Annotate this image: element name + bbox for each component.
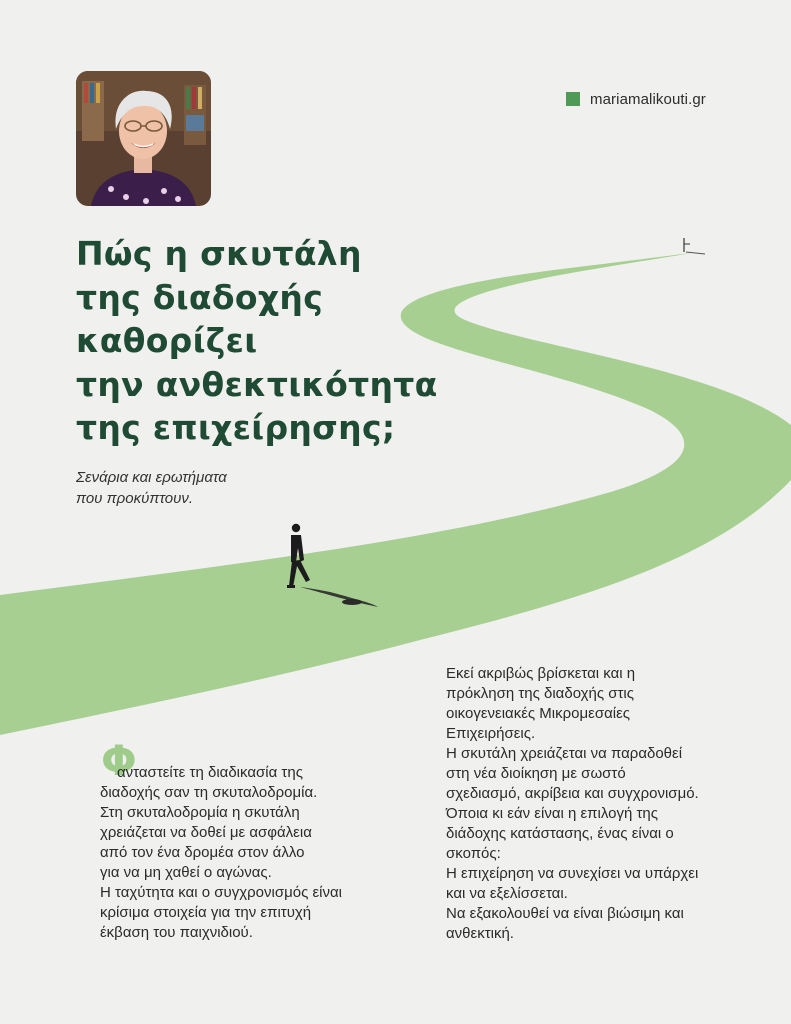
title-line: καθορίζει	[76, 321, 258, 360]
author-portrait	[76, 71, 211, 206]
subtitle	[76, 467, 227, 509]
paragraph-line: σκοπός:	[446, 845, 501, 862]
paragraph-line: πρόκληση της διαδοχής στις	[446, 685, 634, 702]
paragraph-line: και να εξελίσσεται.	[446, 885, 568, 902]
paragraph-line: Στη σκυταλοδρομία η σκυτάλη	[100, 804, 300, 821]
paragraph-line: Η επιχείρηση να συνεχίσει να υπάρχει	[446, 865, 699, 882]
paragraph-line: διαδοχής σαν τη σκυταλοδρομία.	[100, 784, 318, 801]
paragraph-line: σχεδιασμό, ακρίβεια και συγχρονισμό.	[446, 785, 699, 802]
paragraph-line: διάδοχης κατάστασης, ένας είναι ο	[446, 825, 674, 842]
green-square-icon	[566, 92, 580, 106]
paragraph-line: για να μη χαθεί ο αγώνας.	[100, 864, 272, 881]
left-text-column	[100, 763, 342, 943]
paragraph-line: Εκεί ακριβώς βρίσκεται και η	[446, 665, 636, 682]
distant-figure-icon	[684, 238, 705, 254]
paragraph-line: ανθεκτική.	[446, 925, 514, 942]
title-line: Πώς η σκυτάλη	[76, 234, 362, 273]
page-title	[76, 232, 438, 450]
drop-cap: Φ	[101, 736, 137, 785]
subtitle-line: που προκύπτουν.	[76, 490, 194, 507]
paragraph-line: χρειάζεται να δοθεί με ασφάλεια	[100, 824, 312, 841]
website-label	[566, 90, 706, 108]
paragraph-line: από τον ένα δρομέα στον άλλο	[100, 844, 305, 861]
paragraph-line: Όποια κι εάν είναι η επιλογή της	[446, 805, 658, 822]
title-line: της διαδοχής	[76, 277, 324, 317]
subtitle-line: Σενάρια και ερωτήματα	[76, 469, 227, 486]
paragraph-line: οικογενειακές Μικρομεσαίες	[446, 705, 631, 722]
website-url: mariamalikouti.gr	[590, 90, 706, 108]
paragraph-line: στη νέα διοίκηση με σωστό	[446, 765, 626, 782]
paragraph-line: Η σκυτάλη χρειάζεται να παραδοθεί	[446, 745, 683, 762]
paragraph-line: Να εξακολουθεί να είναι βιώσιμη και	[446, 905, 684, 922]
paragraph-line: Επιχειρήσεις.	[446, 725, 536, 742]
title-line: της επιχείρησης;	[76, 408, 396, 447]
paragraph-line: Η ταχύτητα και ο συγχρονισμός είναι	[100, 884, 342, 901]
right-text-column	[446, 664, 699, 944]
paragraph-line: κρίσιμα στοιχεία για την επιτυχή	[100, 904, 312, 921]
paragraph-line: έκβαση του παιχνιδιού.	[100, 924, 253, 941]
paragraph-line: ανταστείτε τη διαδικασία της	[117, 764, 303, 781]
title-line: την ανθεκτικότητα	[76, 364, 438, 404]
